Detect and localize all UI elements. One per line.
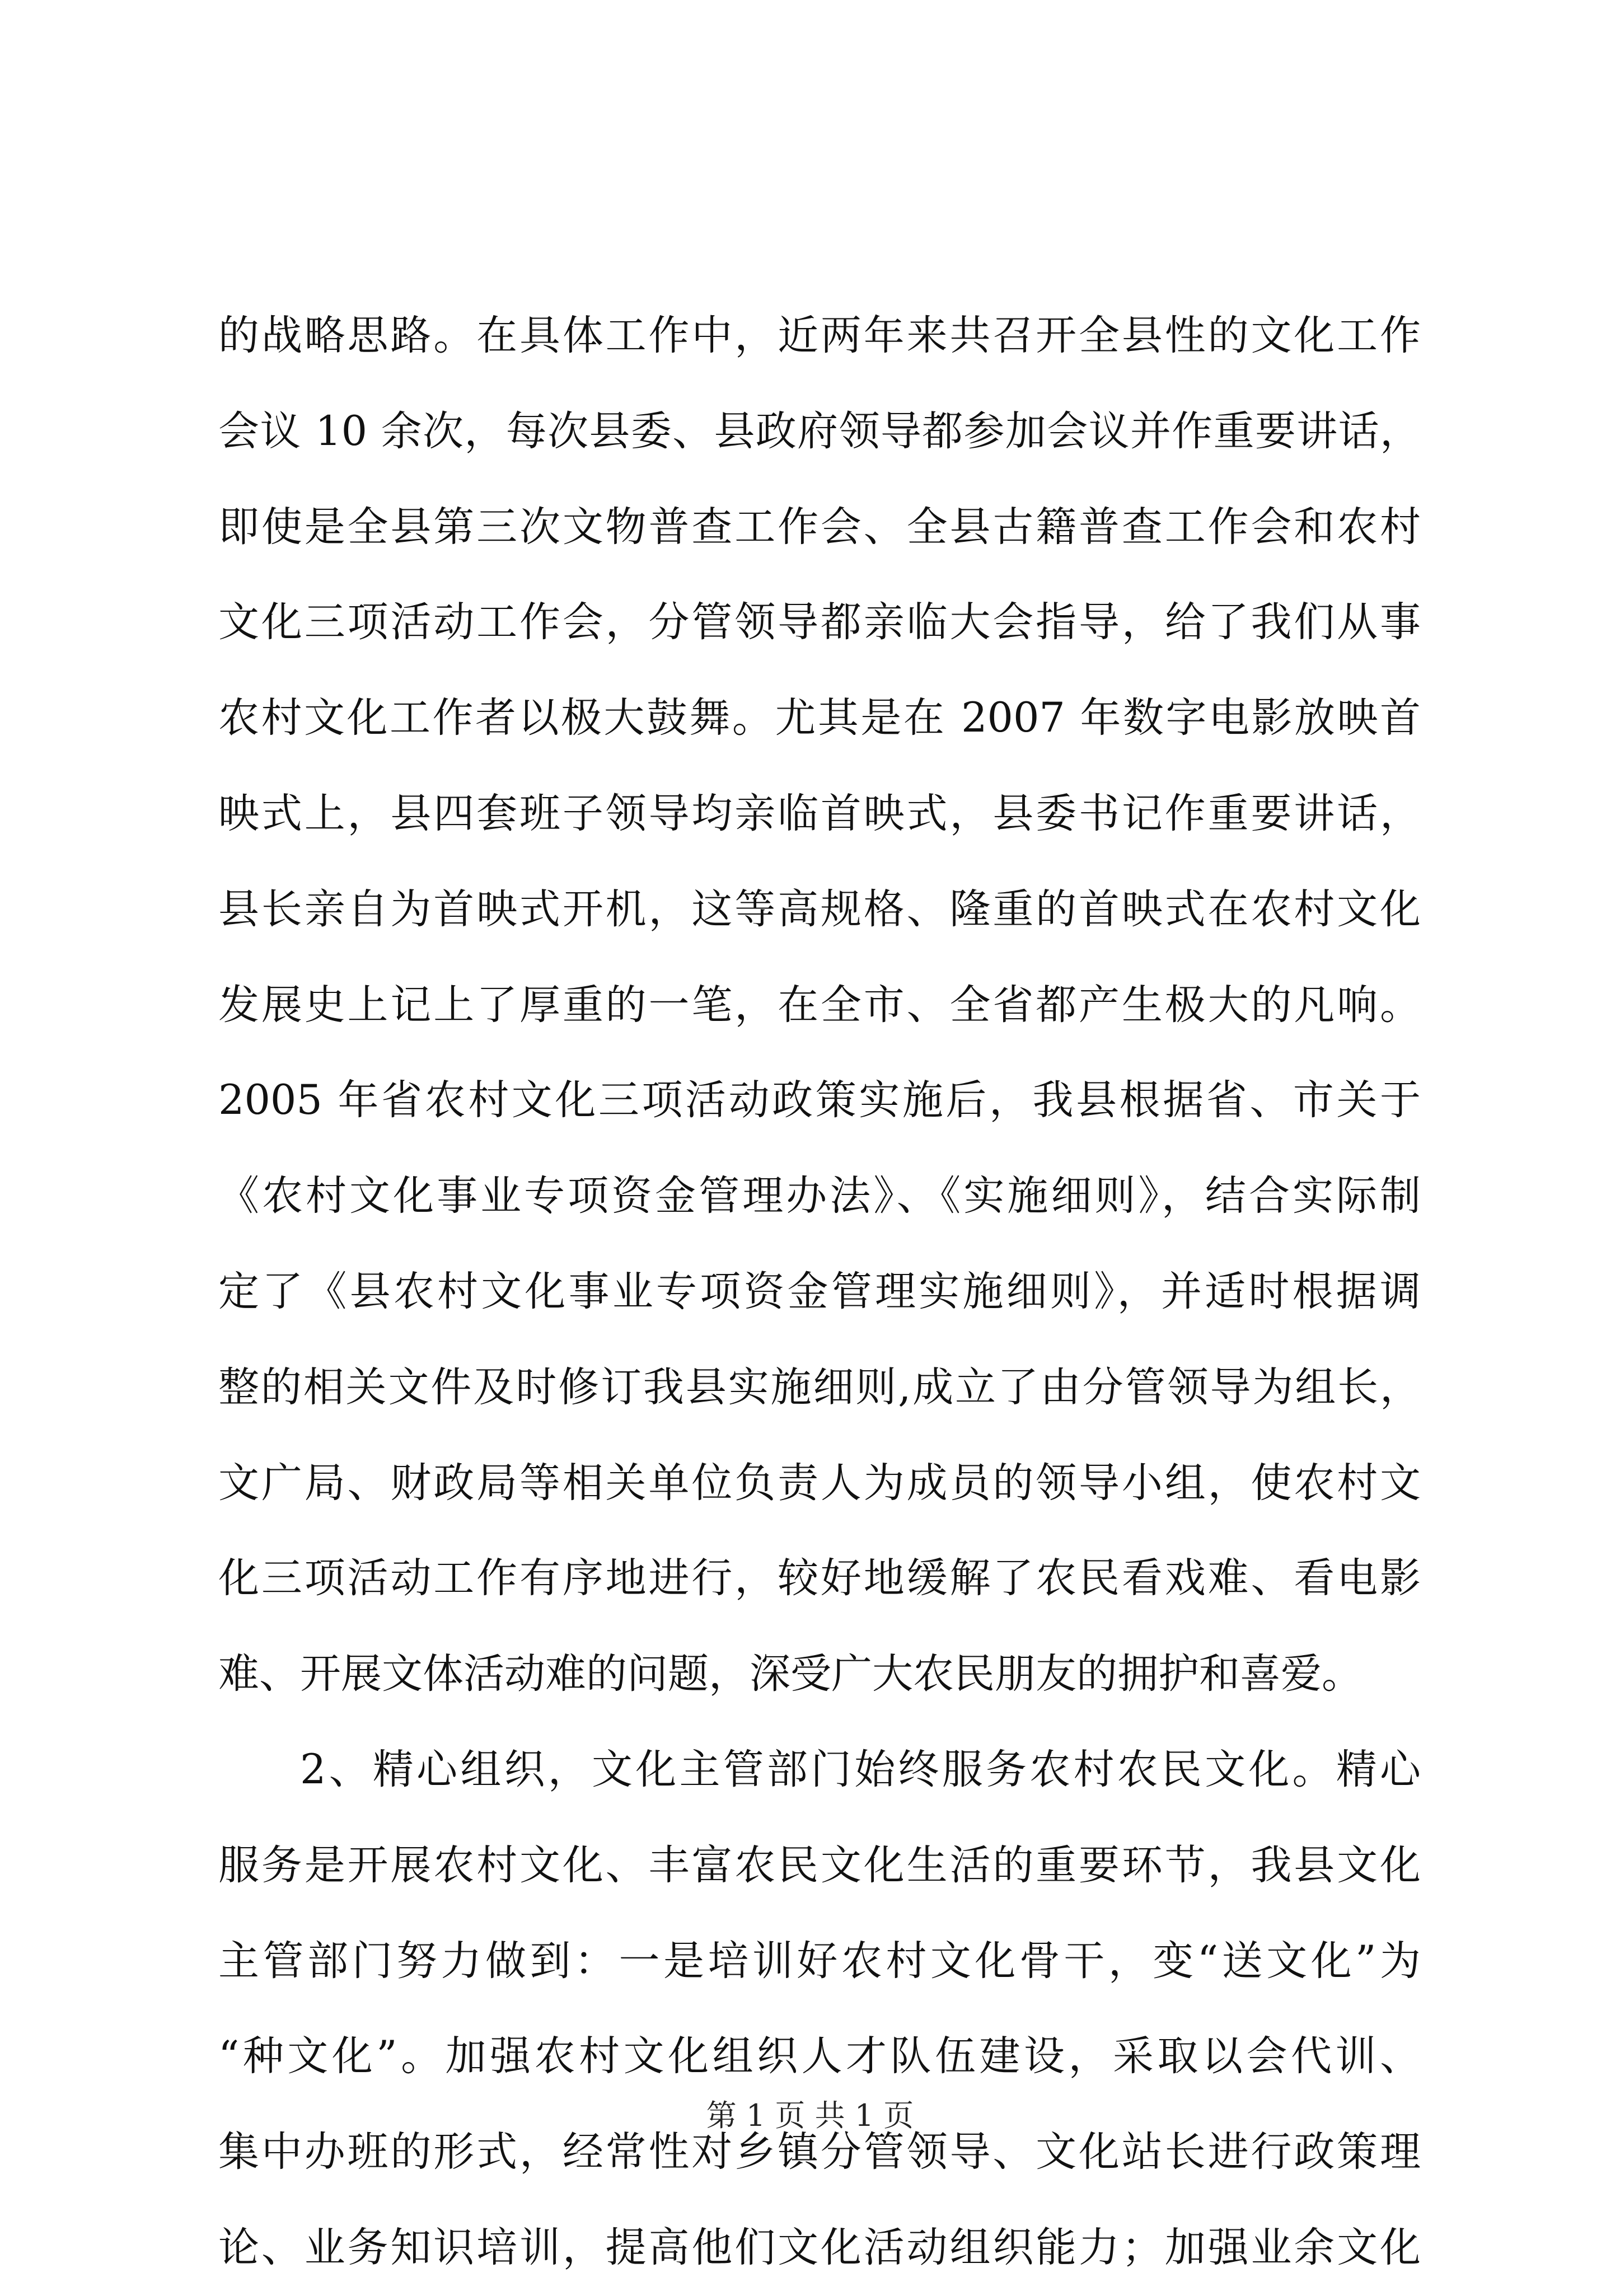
text-line: 农村文化工作者以极大鼓舞。尤其是在 2007 年数字电影放映首 — [218, 694, 1421, 742]
text-line: 文广局、财政局等相关单位负责人为成员的领导小组，使农村文 — [218, 1459, 1421, 1507]
text-line: 主管部门努力做到：一是培训好农村文化骨干，变“送文化”为 — [218, 1937, 1421, 1985]
text-line: 县长亲自为首映式开机，这等高规格、隆重的首映式在农村文化 — [218, 885, 1421, 933]
text-line: 会议 10 余次，每次县委、县政府领导都参加会议并作重要讲话， — [218, 407, 1421, 455]
text-line: 难、开展文体活动难的问题，深受广大农民朋友的拥护和喜爱。 — [218, 1650, 1363, 1698]
text-line: 的战略思路。在具体工作中，近两年来共召开全县性的文化工作 — [218, 312, 1421, 359]
text-line: 论、业务知识培训，提高他们文化活动组织能力；加强业余文化 — [218, 2223, 1421, 2271]
text-line: 发展史上记上了厚重的一笔，在全市、全省都产生极大的凡响。 — [218, 981, 1421, 1029]
text-line: 集中办班的形式，经常性对乡镇分管领导、文化站长进行政策理 — [218, 2128, 1421, 2176]
text-line: 映式上，县四套班子领导均亲临首映式，县委书记作重要讲话， — [218, 789, 1421, 837]
paragraph-start-line: 2、精心组织，文化主管部门始终服务农村农民文化。精心 — [300, 1745, 1421, 1793]
text-line: 《农村文化事业专项资金管理办法》、《实施细则》，结合实际制 — [218, 1172, 1421, 1220]
text-line: 即使是全县第三次文物普查工作会、全县古籍普查工作会和农村 — [218, 503, 1421, 551]
text-line: 整的相关文件及时修订我县实施细则,成立了由分管领导为组长， — [218, 1363, 1421, 1411]
text-line: 化三项活动工作有序地进行，较好地缓解了农民看戏难、看电影 — [218, 1554, 1421, 1602]
text-line: 文化三项活动工作会，分管领导都亲临大会指导，给了我们从事 — [218, 598, 1421, 646]
page-footer: 第 1 页 共 1 页 — [706, 2098, 914, 2133]
text-line: “种文化”。加强农村文化组织人才队伍建设，采取以会代训、 — [218, 2032, 1421, 2081]
text-line: 服务是开展农村文化、丰富农民文化生活的重要环节，我县文化 — [218, 1841, 1421, 1889]
text-line: 2005 年省农村文化三项活动政策实施后，我县根据省、市关于 — [218, 1076, 1421, 1124]
text-line: 定了《县农村文化事业专项资金管理实施细则》，并适时根据调 — [218, 1267, 1421, 1315]
body-text — [218, 288, 1421, 2296]
